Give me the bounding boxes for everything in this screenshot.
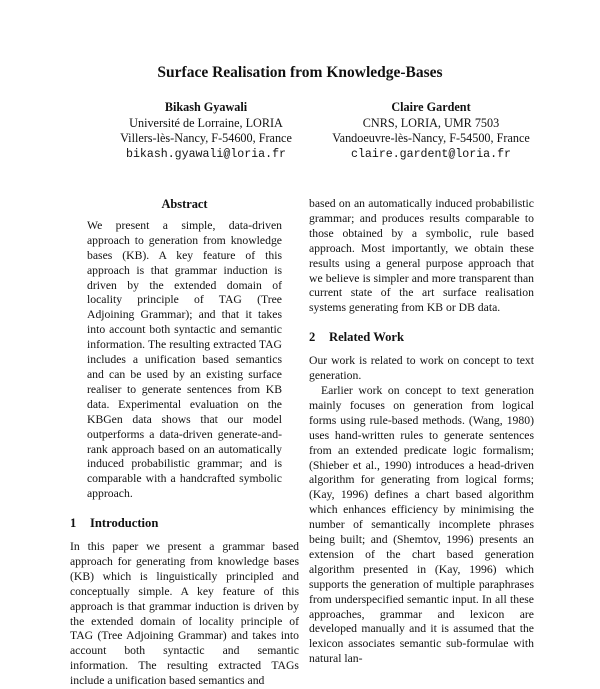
section-title: Introduction: [90, 516, 159, 531]
section-heading: [309, 330, 534, 345]
author-affiliation: CNRS, LORIA, UMR 7503: [362, 115, 500, 130]
author-name: Bikash Gyawali: [164, 100, 248, 114]
author-block: [311, 100, 551, 162]
section-number: 2: [309, 330, 316, 345]
author-block: [86, 100, 326, 162]
abstract-text: We present a simple, data-driven approach to generation from knowledge bases (KB). A key feature of this approach is that grammar induction is driven by the extended domain of locality principle of TAG (Tree Adjoining Grammar); and that it takes into account both syntactic and semantic information. The resulting extracted TAG includes a unification based semantics and can be used by an existing surface realiser to generate sentences from KB data. Experimental evaluation on the KBGen data shows that our model outperforms a data-driven generate-and-rank approach based on an automatically induced probabilistic grammar; and is comparable with a handcrafted symbolic approach.: [87, 218, 282, 501]
author-affiliation: Université de Lorraine, LORIA: [129, 115, 283, 130]
left-column: [70, 197, 299, 689]
section-number: 1: [70, 516, 77, 531]
author-email[interactable]: claire.gardent@loria.fr: [350, 147, 512, 161]
body-paragraph: In this paper we present a grammar based approach for generating from knowledge bases (KB) which is linguistically principled and conceptually simple. A key feature of this approach is that grammar induction is driven by the extended domain of locality principle of TAG (Tree Adjoining Grammar) and takes into account both syntactic and semantic information. The resulting extracted TAGs include a unification based semantics and: [70, 540, 299, 688]
section-heading: [70, 516, 299, 531]
body-paragraph: Our work is related to work on concept to text generation.: [309, 354, 534, 383]
body-paragraph: based on an automatically induced probabilistic grammar; and produces results comparable to those obtained by a symbolic, rule based approach. Most importantly, we obtain these results using a general purpose approach that we believe is simpler and more transparent than current state of the art surface realisation systems generating from KB or DB data.: [309, 197, 534, 315]
author-email[interactable]: bikash.gyawali@loria.fr: [125, 147, 287, 161]
author-name: Claire Gardent: [391, 100, 471, 114]
author-address: Vandoeuvre-lès-Nancy, F-54500, France: [332, 131, 530, 145]
body-paragraph: Earlier work on concept to text generation mainly focuses on generation from logical forms using rule-based methods. (Wang, 1980) uses hand-written rules to generate sentences from an extended predicate logic formalism; (Shieber et al., 1990) introduces a head-driven algorithm for generating from logical forms; (Kay, 1996) defines a chart based algorithm which enhances efficiency by minimising the number of semantically incomplete phrases being built; and (Shemtov, 1996) presents an extension of the chart based generation algorithm presented in (Kay, 1996) which supports the generation of multiple paraphrases from underspecified semantic input. In all these approaches, grammar and lexicon are developed manually and it is assumed that the lexicon associates semantic sub-formulae with natural lan-: [309, 383, 534, 666]
section-title: Related Work: [329, 330, 404, 345]
abstract-heading: Abstract: [161, 197, 208, 211]
author-address: Villers-lès-Nancy, F-54600, France: [120, 131, 292, 145]
paper-title: Surface Realisation from Knowledge-Bases: [157, 64, 443, 81]
right-column: [309, 197, 534, 667]
